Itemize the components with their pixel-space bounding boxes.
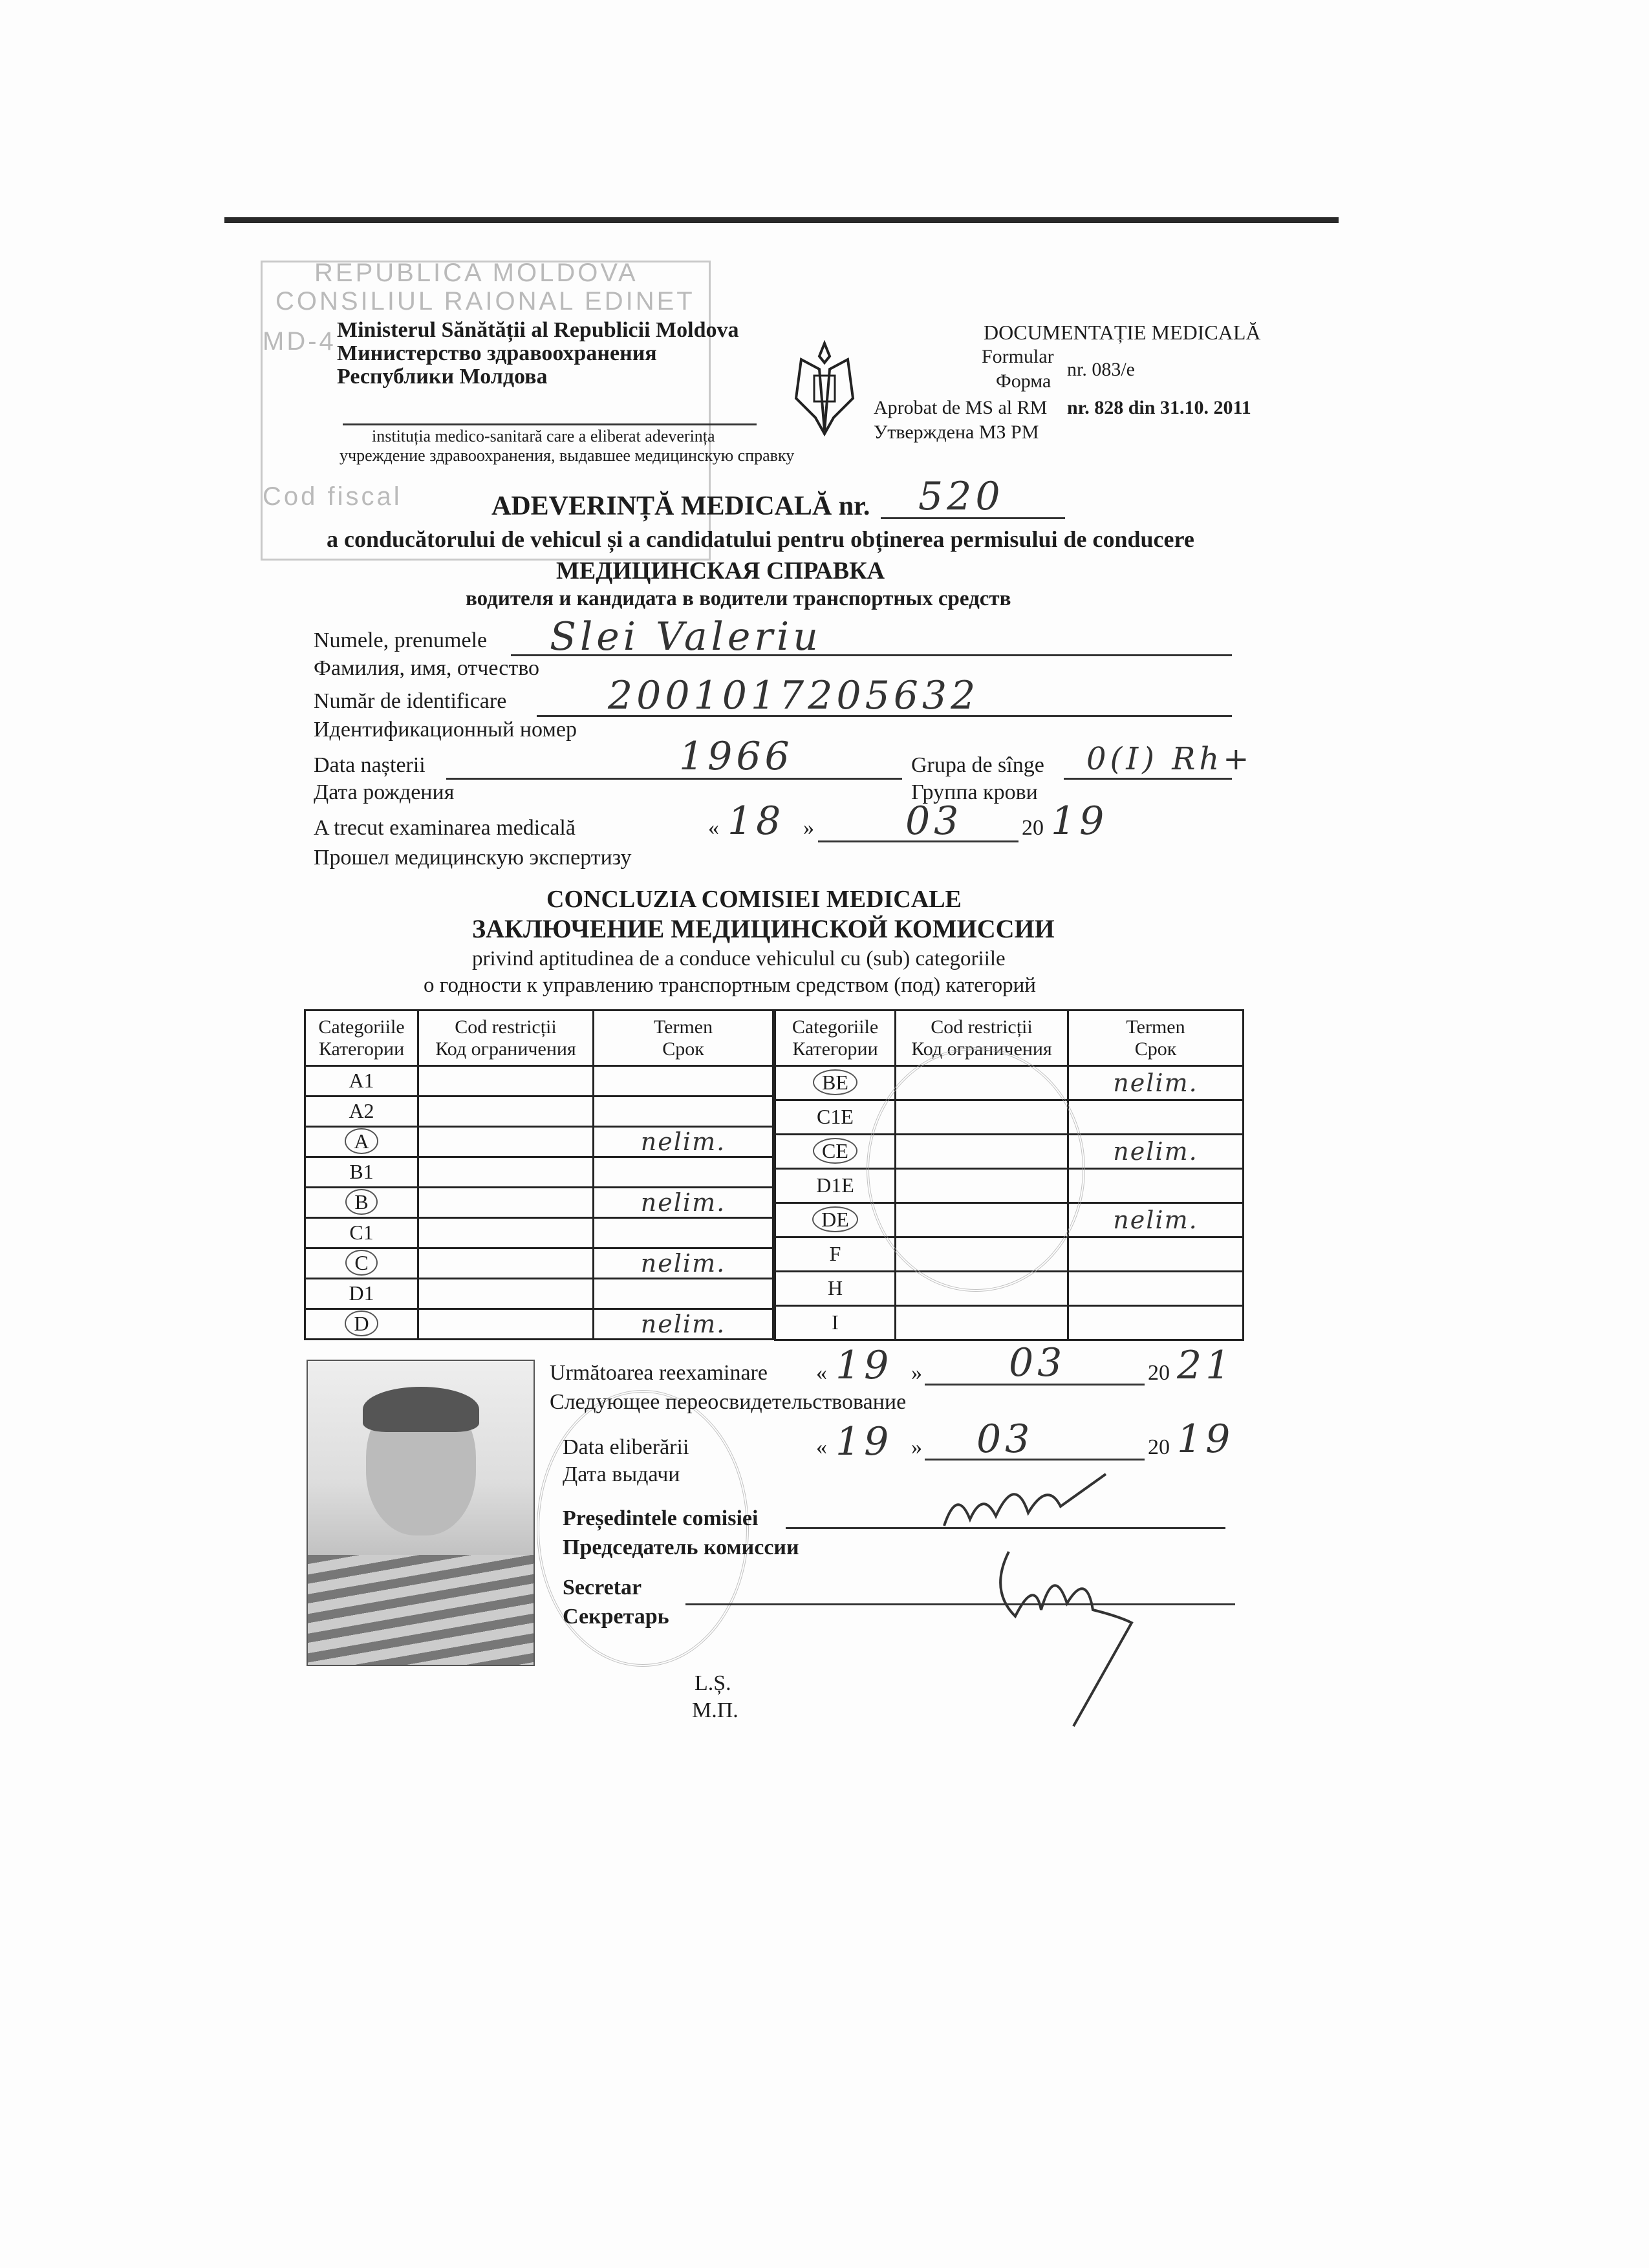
term-cell	[594, 1066, 773, 1097]
header-category: Categoriile Категории	[305, 1011, 418, 1066]
birth-label-ru: Дата рождения	[314, 780, 455, 804]
category: B1	[349, 1160, 374, 1184]
category-cell	[305, 1157, 418, 1188]
category-cell	[305, 1066, 418, 1097]
category: B	[345, 1189, 377, 1215]
category-cell	[775, 1237, 896, 1272]
issue-day-quotes: « »	[816, 1435, 922, 1459]
term-cell	[594, 1157, 773, 1188]
restriction-code	[418, 1097, 594, 1127]
category: C	[345, 1250, 377, 1276]
restriction-code	[418, 1066, 594, 1097]
term: nelim.	[640, 1248, 726, 1278]
reexam-year: 21	[1177, 1343, 1234, 1388]
term-cell	[594, 1248, 773, 1279]
category-cell	[775, 1272, 896, 1306]
conclusion-title-ru: ЗАКЛЮЧЕНИЕ МЕДИЦИНСКОЙ КОМИССИИ	[472, 914, 1055, 943]
term: nelim.	[640, 1309, 726, 1338]
header-term: Termen Срок	[1068, 1011, 1244, 1066]
term-cell	[594, 1127, 773, 1157]
secretary-signature	[983, 1539, 1177, 1733]
term-cell	[1068, 1203, 1244, 1237]
category-cell	[305, 1248, 418, 1279]
table-row	[305, 1127, 773, 1157]
category: A2	[349, 1099, 374, 1123]
name-label-ro: Numele, prenumele	[314, 628, 488, 652]
category-cell	[305, 1279, 418, 1309]
exam-month: 03	[905, 798, 963, 844]
categories-table-left	[304, 1009, 774, 1340]
category: DE	[812, 1206, 858, 1232]
id-label-ru: Идентификационный номер	[314, 718, 577, 742]
category-cell	[775, 1066, 896, 1100]
term-cell	[1068, 1272, 1244, 1306]
certificate-title: ADEVERINȚĂ MEDICALĂ nr.	[491, 491, 870, 521]
reexam-day-quotes: « »	[816, 1361, 922, 1385]
exam-year-prefix: 20	[1022, 816, 1044, 840]
certificate-title-ru: МЕДИЦИНСКАЯ СПРАВКА	[556, 557, 885, 584]
category: D1E	[816, 1173, 854, 1197]
term-cell	[594, 1218, 773, 1248]
term: nelim.	[1113, 1068, 1198, 1097]
ministry-ru-1: Министерство здравоохранения	[337, 341, 657, 365]
approval-number: nr. 828 din 31.10. 2011	[1067, 397, 1251, 418]
approved-label-ru: Утверждена МЗ РМ	[874, 422, 1039, 443]
ministry-ro: Ministerul Sănătății al Republicii Moldova	[337, 318, 739, 342]
form-label-ru: Форма	[996, 370, 1051, 392]
restriction-code	[418, 1309, 594, 1340]
doc-type: DOCUMENTAȚIE MEDICALĂ	[984, 321, 1261, 344]
seal-place-ru: М.П.	[692, 1698, 738, 1722]
certificate-number: 520	[918, 474, 1004, 519]
category: D1	[349, 1281, 374, 1305]
category: BE	[813, 1069, 857, 1095]
form-number: nr. 083/e	[1067, 359, 1135, 380]
table-row	[305, 1309, 773, 1340]
category: CE	[813, 1138, 857, 1164]
conclusion-subtitle-ru: о годности к управлению транспортным средством (под) категорий	[424, 974, 1036, 997]
id-value: 2001017205632	[608, 673, 980, 718]
reexam-year-prefix: 20	[1148, 1361, 1170, 1385]
table-row	[305, 1097, 773, 1127]
category-cell	[305, 1309, 418, 1340]
form-label-ro: Formular	[982, 346, 1054, 367]
stamp-line-4: Cod fiscal	[263, 482, 402, 511]
id-label-ro: Număr de identificare	[314, 689, 507, 713]
applicant-photo	[307, 1360, 535, 1666]
certificate-subtitle-ru: водителя и кандидата в водители транспортных средств	[466, 587, 1011, 610]
birth-value: 1966	[679, 734, 793, 779]
category: D	[345, 1311, 378, 1336]
category-cell	[305, 1188, 418, 1218]
header-term: Termen Срок	[594, 1011, 773, 1066]
category-cell	[305, 1218, 418, 1248]
table-row	[305, 1157, 773, 1188]
category: I	[832, 1311, 839, 1334]
issue-month: 03	[976, 1417, 1034, 1462]
birth-label-ro: Data nașterii	[314, 753, 426, 777]
category-cell	[305, 1097, 418, 1127]
issue-label-ro: Data eliberării	[563, 1435, 689, 1459]
term-cell	[1068, 1100, 1244, 1135]
exam-label-ro: A trecut examinarea medicală	[314, 816, 576, 840]
header-restriction: Cod restricții Код ограничения	[418, 1011, 594, 1066]
term-cell	[594, 1309, 773, 1340]
term-cell	[1068, 1237, 1244, 1272]
certificate-subtitle-ro: a conducătorului de vehicul și a candidatului pentru obținerea permisului de conducere	[327, 526, 1194, 552]
blood-value: 0(I) Rh+	[1086, 741, 1253, 777]
exam-day-quotes: « »	[708, 816, 814, 840]
conclusion-subtitle-ro: privind aptitudinea de a conduce vehiculul cu (sub) categoriile	[472, 947, 1006, 970]
table-row	[305, 1248, 773, 1279]
category: A1	[349, 1069, 374, 1093]
table-row	[305, 1066, 773, 1097]
issue-year-prefix: 20	[1148, 1435, 1170, 1459]
category: C1E	[817, 1105, 854, 1129]
institution-label-ru: учреждение здравоохранения, выдавшее медицинскую справку	[339, 446, 795, 465]
restriction-code	[418, 1279, 594, 1309]
medical-commission-seal	[867, 1047, 1085, 1292]
term: nelim.	[640, 1188, 726, 1217]
secretary-label-ro: Secretar	[563, 1576, 642, 1599]
restriction-code	[418, 1218, 594, 1248]
table-row	[305, 1218, 773, 1248]
issue-year: 19	[1177, 1417, 1234, 1462]
reexam-label-ro: Următoarea reexaminare	[550, 1361, 768, 1385]
term-cell	[594, 1279, 773, 1309]
chair-label-ro: Președintele comisiei	[563, 1506, 759, 1530]
category-cell	[775, 1306, 896, 1340]
blood-label-ru: Группа крови	[911, 780, 1038, 804]
term: nelim.	[1113, 1205, 1198, 1234]
reexam-day: 19	[835, 1343, 893, 1388]
issue-day: 19	[835, 1419, 893, 1464]
table-row	[775, 1306, 1244, 1340]
term: nelim.	[1113, 1137, 1198, 1166]
name-label-ru: Фамилия, имя, отчество	[314, 656, 540, 680]
institution-label-ro: instituția medico-sanitară care a eliberat adeverința	[372, 427, 715, 445]
coat-of-arms-icon	[788, 340, 861, 437]
exam-day: 18	[727, 798, 785, 844]
table-row	[305, 1188, 773, 1218]
term-cell	[594, 1097, 773, 1127]
term-cell	[1068, 1306, 1244, 1340]
restriction-code	[896, 1306, 1068, 1340]
header-restriction: Cod restricții Код ограничения	[896, 1011, 1068, 1066]
category: H	[827, 1276, 843, 1300]
category: F	[829, 1242, 841, 1266]
term-cell	[594, 1188, 773, 1218]
term-cell	[1068, 1169, 1244, 1203]
term-cell	[1068, 1066, 1244, 1100]
category: A	[345, 1128, 378, 1154]
stamp-line-3: MD-4	[263, 327, 336, 356]
restriction-code	[418, 1188, 594, 1218]
term-cell	[1068, 1135, 1244, 1169]
header-category: Categoriile Категории	[775, 1011, 896, 1066]
seal-place-ro: L.Ș.	[695, 1671, 731, 1695]
issue-label-ru: Дата выдачи	[563, 1462, 680, 1486]
term: nelim.	[640, 1127, 726, 1156]
exam-year: 19	[1051, 798, 1108, 844]
table-header-row	[305, 1011, 773, 1066]
secretary-label-ru: Секретарь	[563, 1605, 669, 1629]
restriction-code	[418, 1157, 594, 1188]
scan-edge-line	[224, 217, 1339, 223]
exam-label-ru: Прошел медицинскую экспертизу	[314, 846, 632, 870]
conclusion-title-ro: CONCLUZIA COMISIEI MEDICALE	[546, 886, 962, 913]
category-cell	[305, 1127, 418, 1157]
chair-signature	[938, 1468, 1132, 1532]
approved-label-ro: Aprobat de MS al RM	[874, 397, 1048, 418]
stamp-line-2: CONSILIUL RAIONAL EDINET	[275, 287, 695, 316]
restriction-code	[418, 1248, 594, 1279]
name-value: Slei Valeriu	[550, 614, 822, 659]
category: C1	[349, 1221, 374, 1245]
reexam-month: 03	[1009, 1340, 1066, 1385]
stamp-line-1: REPUBLICA MOLDOVA	[314, 259, 638, 287]
institution-line	[343, 423, 757, 425]
table-row	[305, 1279, 773, 1309]
chair-label-ru: Председатель комиссии	[563, 1535, 799, 1559]
blood-label-ro: Grupa de sînge	[911, 753, 1044, 777]
reexam-label-ru: Следующее переосвидетельствование	[550, 1390, 907, 1414]
restriction-code	[418, 1127, 594, 1157]
ministry-ru-2: Республики Молдова	[337, 365, 548, 389]
